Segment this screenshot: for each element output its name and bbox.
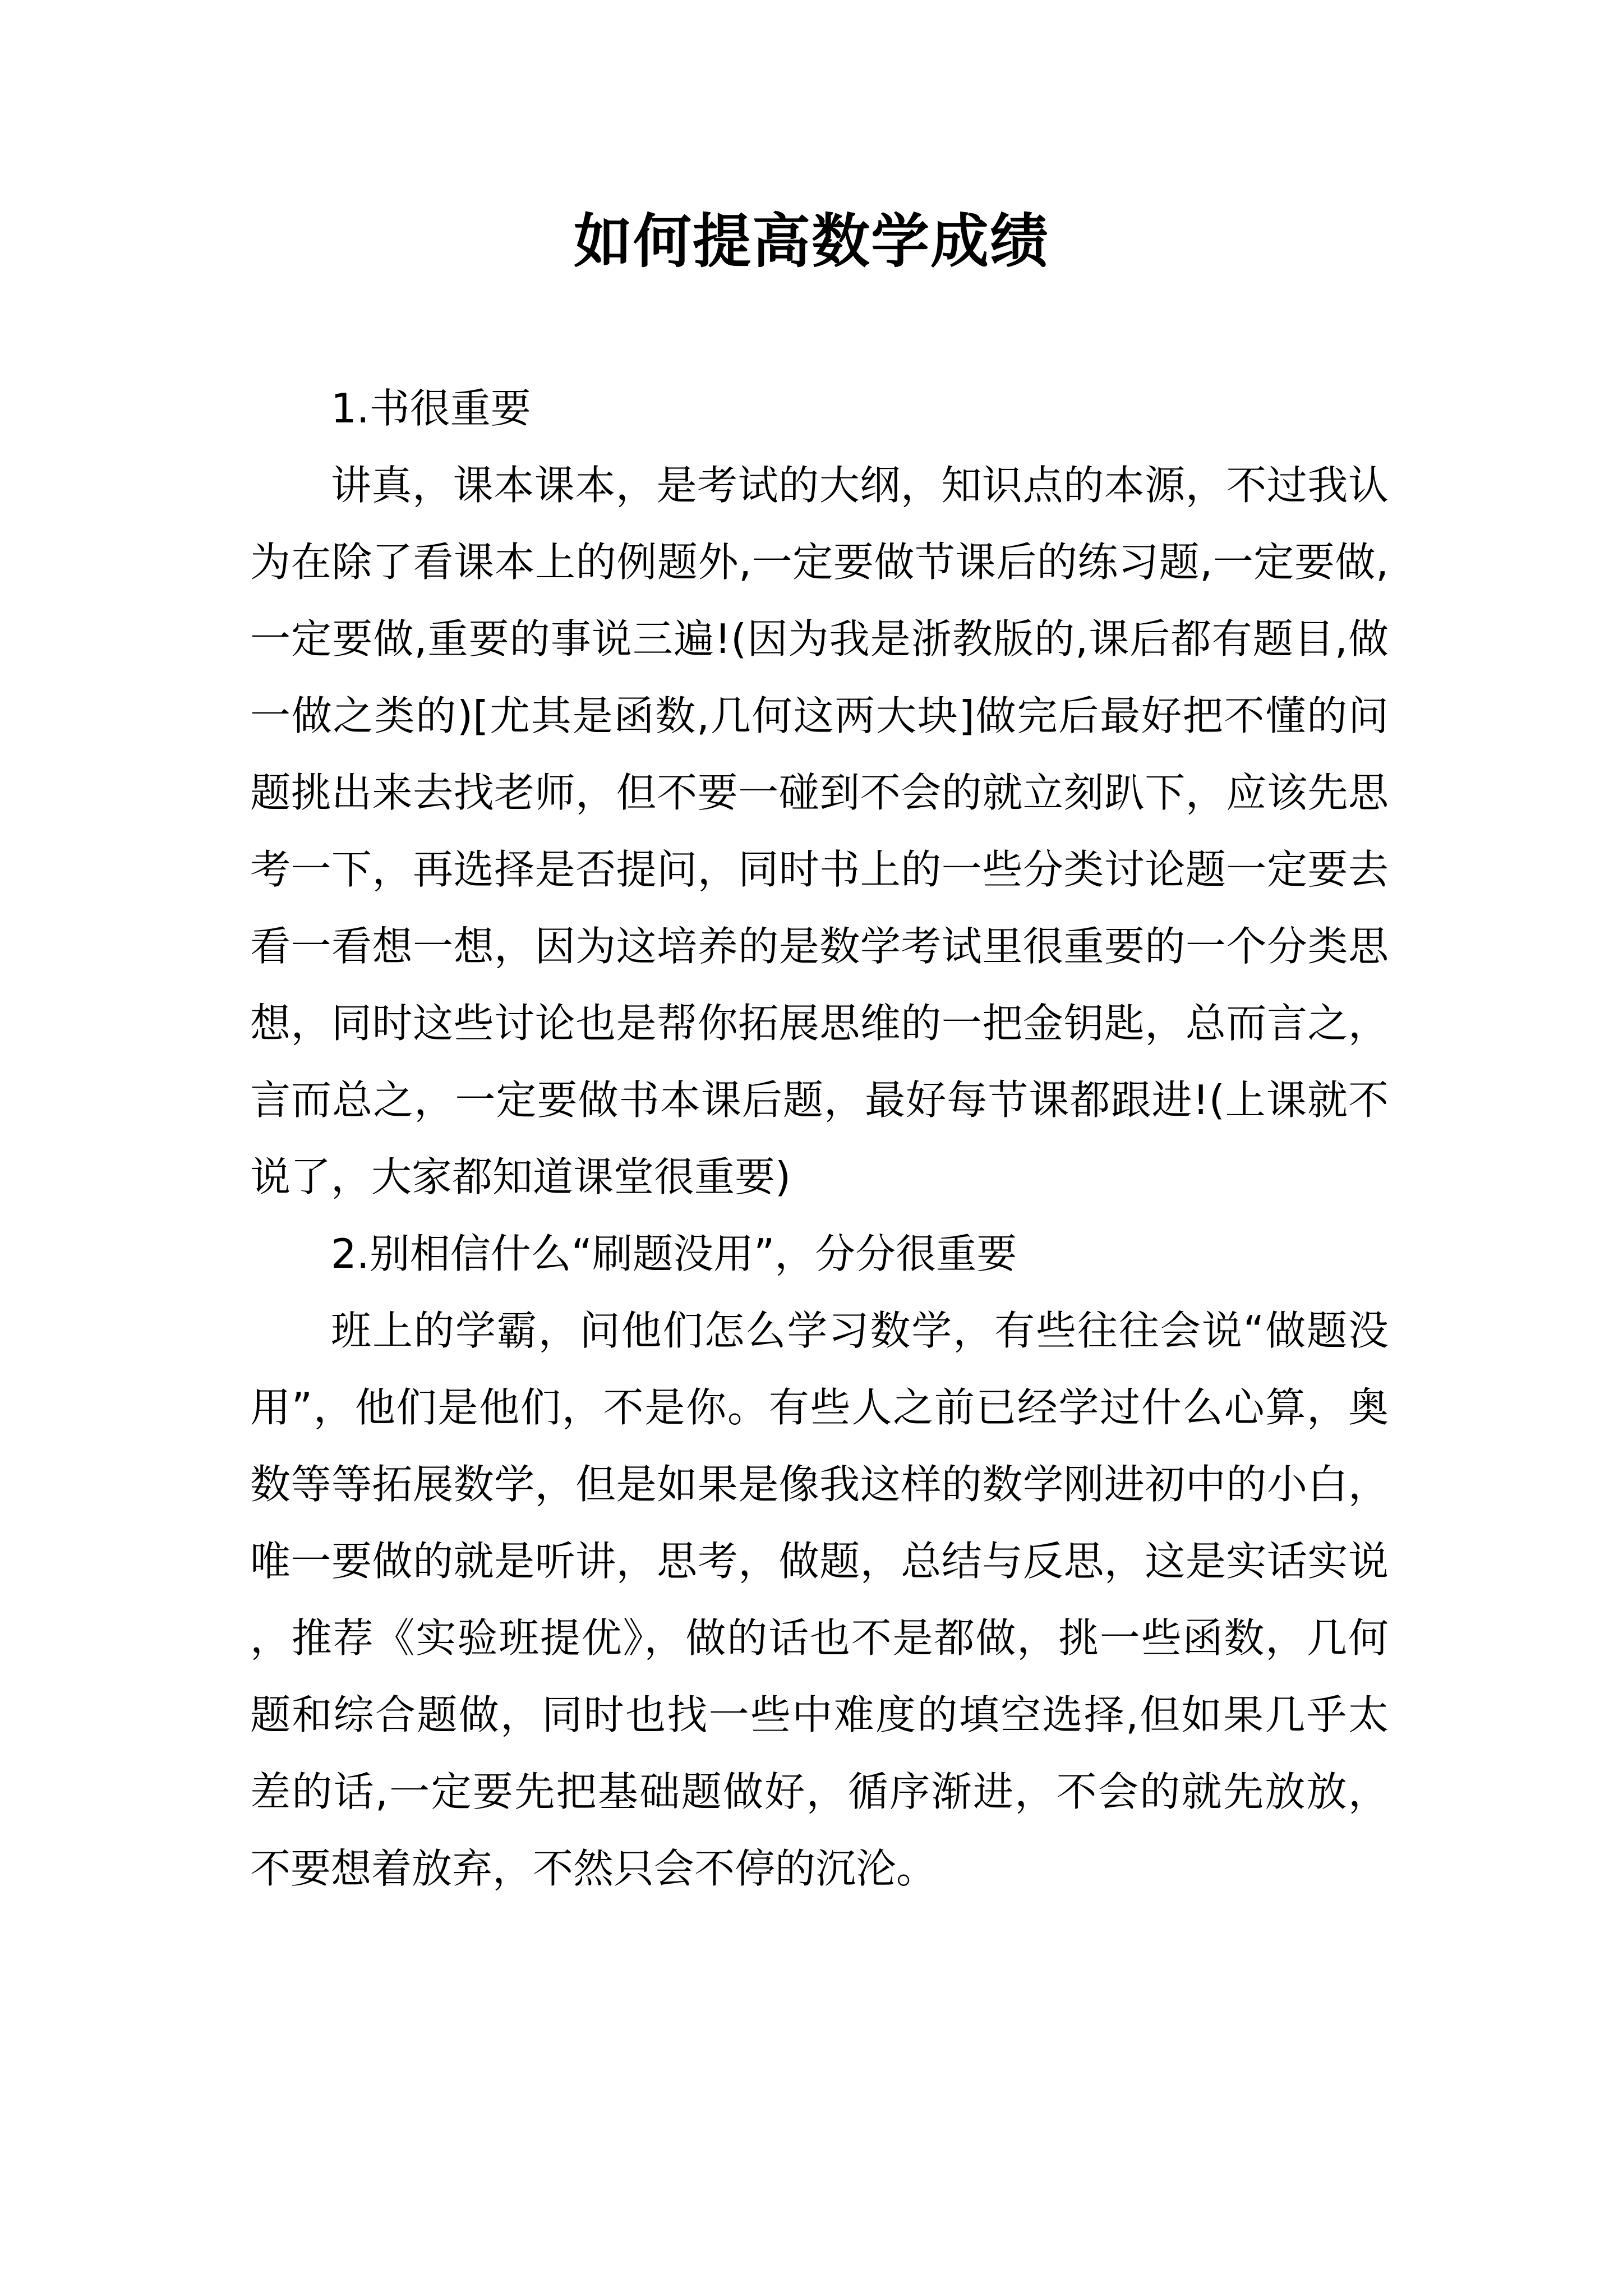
- document-title: 如何提高数学成绩: [573, 206, 1049, 275]
- paragraph-practice: 班上的学霸，问他们怎么学习数学，有些往往会说“做题没用”，他们是他们，不是你。有些人之前已经学过什么心算，奥数等等拓展数学，但是如果是像我这样的数学刚进初中的小白，唯一要做的就是听讲，思考，做题，总结与反思，这是实话实说，推荐《实验班提优》，做的话也不是都做，挑一些函数，几何题和综合题做，同时也找一些中难度的填空选择,但如果几乎太差的话,一定要先把基础题做好，循序渐进，不会的就先放放，不要想着放弃，不然只会不停的沉沦。: [250, 1307, 1389, 1892]
- section-heading-2: 2.别相信什么“刷题没用”，分分很重要: [331, 1230, 1017, 1277]
- section-heading-1: 1.书很重要: [331, 385, 531, 432]
- document-body: [250, 370, 1389, 1907]
- paragraph-textbook: 讲真，课本课本，是考试的大纲，知识点的本源，不过我认为在除了看课本上的例题外,一定要做节课后的练习题,一定要做,一定要做,重要的事说三遍!(因为我是浙教版的,课后都有题目,做一做之类的)[尤其是函数,几何这两大块]做完后最好把不懂的问题挑出来去找老师，但不要一碰到不会的就立刻趴下，应该先思考一下，再选择是否提问，同时书上的一些分类讨论题一定要去看一看想一想，因为这培养的是数学考试里很重要的一个分类思想，同时这些讨论也是帮你拓展思维的一把金钥匙，总而言之，言而总之，一定要做书本课后题，最好每节课都跟进!(上课就不说了，大家都知道课堂很重要): [250, 462, 1389, 1200]
